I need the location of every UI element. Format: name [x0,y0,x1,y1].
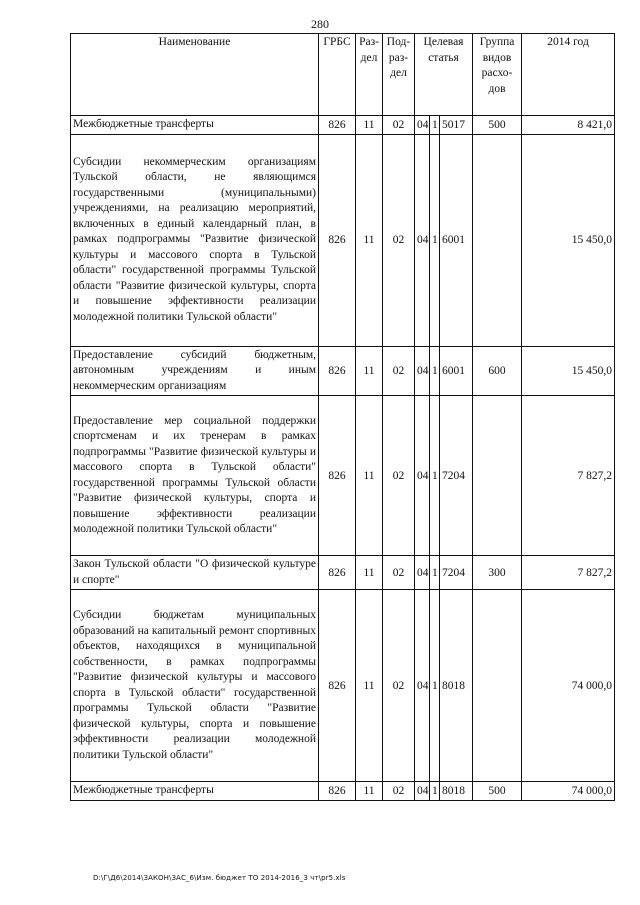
row-name: Субсидии некоммерческим организациям Тульской области, не являющимся государственными (муниципальными) учреждениями, на реализацию мероприятий, включенных в единый календарный план, в рамках подпрограммы "Развитие физической культуры и массового спорта в Тульской области" государственной программы Тульской области "Развитие физической культуры, спорта и повышение эффективности реализации молодежной политики Тульской области" [71,134,319,346]
table-row [71,134,615,346]
row-target-part-3: 7204 [440,396,473,556]
row-grbs: 826 [319,134,356,346]
row-expense-group: 600 [473,346,522,396]
row-target-part-2: 1 [430,346,440,396]
page-number: 280 [311,17,329,31]
row-grbs: 826 [319,556,356,590]
row-section: 11 [356,396,383,556]
row-subsection: 02 [383,116,415,135]
row-name: Предоставление субсидий бюджетным, автономным учреждениям и иным некоммерческим организациям [71,346,319,396]
row-target-part-1: 04 [415,396,430,556]
row-grbs: 826 [319,396,356,556]
row-amount: 7 827,2 [522,556,615,590]
row-grbs: 826 [319,590,356,782]
row-name: Межбюджетные трансферты [71,116,319,135]
row-name: Субсидии бюджетам муниципальных образований на капитальный ремонт спортивных объектов, находящихся в муниципальной собственности, в рамках подпрограммы "Развитие физической культуры и массового спорта в Тульской области" государственной программы Тульской области "Развитие физической культуры, спорта и повышение эффективности реализации молодежной политики Тульской области" [71,590,319,782]
row-section: 11 [356,116,383,135]
row-amount: 15 450,0 [522,346,615,396]
row-target-part-3: 8018 [440,782,473,801]
header-subsection: Под- раз- дел [383,34,415,116]
header-grbs: ГРБС [319,34,356,116]
table-row [71,346,615,396]
row-target-part-1: 04 [415,590,430,782]
table-row [71,782,615,801]
row-amount: 15 450,0 [522,134,615,346]
row-amount: 74 000,0 [522,782,615,801]
row-target-part-2: 1 [430,116,440,135]
row-target-part-2: 1 [430,782,440,801]
row-amount: 74 000,0 [522,590,615,782]
row-amount: 7 827,2 [522,396,615,556]
row-target-part-2: 1 [430,590,440,782]
row-subsection: 02 [383,396,415,556]
row-expense-group [473,590,522,782]
table-row [71,556,615,590]
row-expense-group: 500 [473,782,522,801]
row-name: Закон Тульской области "О физической культуре и спорте" [71,556,319,590]
row-target-part-1: 04 [415,556,430,590]
header-year: 2014 год [522,34,615,116]
table-row [71,116,615,135]
table-header-row [71,34,615,116]
row-target-part-2: 1 [430,396,440,556]
row-expense-group: 500 [473,116,522,135]
header-target-article: Целевая статья [415,34,473,116]
row-grbs: 826 [319,346,356,396]
row-expense-group [473,396,522,556]
row-expense-group: 300 [473,556,522,590]
row-subsection: 02 [383,556,415,590]
row-target-part-1: 04 [415,116,430,135]
row-target-part-3: 5017 [440,116,473,135]
row-grbs: 826 [319,116,356,135]
row-section: 11 [356,556,383,590]
row-amount: 8 421,0 [522,116,615,135]
row-target-part-2: 1 [430,134,440,346]
table-row [71,590,615,782]
row-target-part-3: 6001 [440,134,473,346]
row-subsection: 02 [383,782,415,801]
row-target-part-3: 7204 [440,556,473,590]
row-section: 11 [356,346,383,396]
header-section: Раз- дел [356,34,383,116]
row-section: 11 [356,590,383,782]
row-name: Межбюджетные трансферты [71,782,319,801]
row-target-part-1: 04 [415,134,430,346]
row-target-part-1: 04 [415,346,430,396]
header-name: Наименование [71,34,319,116]
footer-file-path: D:\Г\Д6\2014\ЗАКОН\ЗАС_6\Изм. бюджет ТО 2014-2016_3 чт\pr5.xls [93,874,346,882]
row-subsection: 02 [383,346,415,396]
budget-table [70,33,615,801]
row-subsection: 02 [383,590,415,782]
row-section: 11 [356,134,383,346]
row-target-part-1: 04 [415,782,430,801]
row-expense-group [473,134,522,346]
header-expense-group: Группа видов расхо- дов [473,34,522,116]
row-name: Предоставление мер социальной поддержки спортсменам и их тренерам в рамках подпрограммы "Развитие физической культуры и массового спорта в Тульской области" государственной программы Тульской области "Развитие физической культуры, спорта и повышение эффективности реализации молодежной политики Тульской области" [71,396,319,556]
row-target-part-3: 8018 [440,590,473,782]
row-target-part-3: 6001 [440,346,473,396]
table-row [71,396,615,556]
row-subsection: 02 [383,134,415,346]
row-section: 11 [356,782,383,801]
row-target-part-2: 1 [430,556,440,590]
row-grbs: 826 [319,782,356,801]
